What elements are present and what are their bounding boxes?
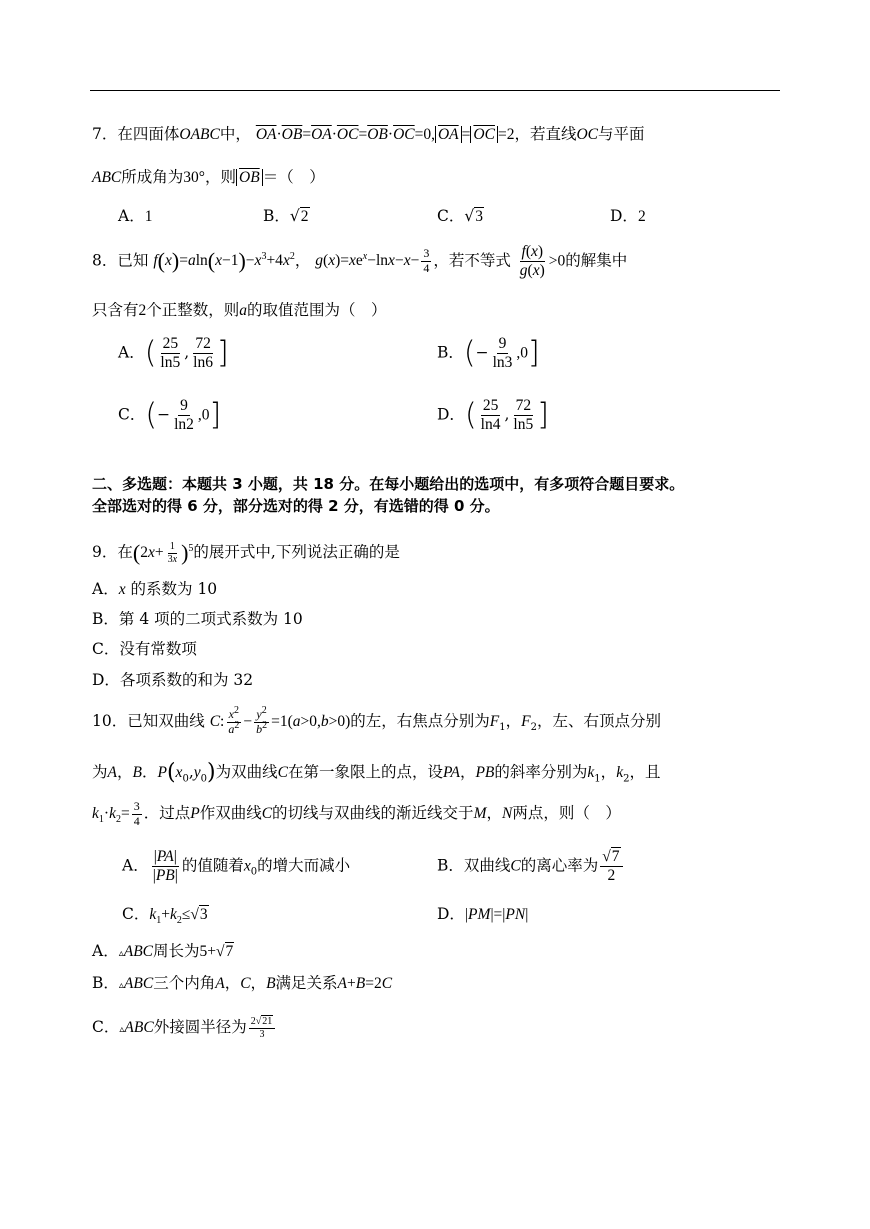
question-10-line-2: 为A，B．$P(x_0,y_0)$为双曲线C在第一象限上的点，设PA，PB的斜率分别为$k_1$，$k_2$，且 [92, 760, 661, 785]
q9-option-a[interactable]: A．x 的系数为 10 [92, 580, 218, 598]
q9-option-b[interactable]: B．第 4 项的二项式系数为 10 [92, 610, 303, 628]
q8-option-a[interactable]: A．( $\frac{25}{\ln 5}$ , $\frac{72}{\ln 6}$ ] [118, 335, 229, 371]
question-7-line-2: ABC所成角为30°，则 $\overline{OB}$ ＝（ ） [92, 168, 325, 186]
q8-option-d[interactable]: D．( $\frac{25}{\ln 4}$ , $\frac{72}{\ln 5}$ ] [437, 397, 549, 433]
q9-option-c[interactable]: C．没有常数项 [92, 640, 197, 658]
question-7-line-1: 7．在四面体OABC中， $\overline{OA}\cdot\overline{OB}=\overline{OA}\cdot\overline{OC}=\overline{OB}\cdot\overline{OC}=0$, $\overline{OA} = \overline{OC} =2$，若直线OC与平面 [92, 125, 645, 143]
q7-option-c[interactable]: C．√3 [437, 207, 484, 225]
q8-g-definition: $g(x)=xe^x-\ln x-x-$ $\frac{3}{4}$ [315, 246, 430, 276]
extra-option-a[interactable]: A．▵ABC周长为5+√7 [92, 942, 234, 960]
q7-vector-condition: $\overline{OA}\cdot\overline{OB}=\overline{OA}\cdot\overline{OC}=\overline{OB}\cdot\overline{OC}=0$, $\overline{OA} = \overline{OC} =2$ [255, 126, 515, 143]
q10-hyperbola: C: $\frac{x^2}{a^2}$ − $\frac{y^2}{b^2}$ =1(a>0,b>0) [209, 705, 351, 736]
question-9-stem: 9．在(2x+ $\frac{1}{3x}$ )$^5$的展开式中,下列说法正确的是 [92, 540, 400, 565]
q10-option-d[interactable]: D．|PM|=|PN| [437, 905, 529, 923]
q8-inequality: $\frac{f(x)}{g(x)}$ [519, 243, 545, 279]
question-10-line-1: 10．已知双曲线 C: $\frac{x^2}{a^2}$ − $\frac{y^2}{b^2}$ =1(a>0,b>0)的左，右焦点分别为$F_1$，$F_2$，左、右顶点分别 [92, 705, 662, 736]
question-8-line-1: 8．已知 $f(x)=aln(x-1)-x^3+4x^2$， $g(x)=xe^x-\ln x-x-$ $\frac{3}{4}$ ，若不等式 $\frac{f(x)}{g(x)}$ >0的解集中 [92, 243, 628, 279]
q8-option-b[interactable]: B．(− $\frac{9}{\ln 3}$ ,0] [437, 335, 540, 371]
q8-option-c[interactable]: C．(− $\frac{9}{\ln 2}$ ,0] [118, 397, 222, 433]
extra-option-c[interactable]: C．▵ABC外接圆半径为 $\frac{2√21}{3}$ [92, 1016, 277, 1040]
q10-option-c[interactable]: C．$k_1+k_2\le√3$ [122, 905, 208, 927]
question-8-line-2: 只含有2个正整数，则a的取值范围为（ ） [92, 301, 387, 319]
section-heading-line-2: 全部选对的得 6 分，部分选对的得 2 分，有选错的得 0 分。 [92, 497, 500, 515]
q9-binomial: (2x+ $\frac{1}{3x}$ )$^5$ [132, 540, 194, 565]
q10-option-a[interactable]: A． $\frac{|PA|}{|PB|}$ 的值随着$x_0$的增大而减小 [122, 848, 351, 884]
q7-option-d[interactable]: D．2 [610, 207, 646, 225]
q7-option-b[interactable]: B．√2 [263, 207, 309, 225]
question-10-line-3: $k_1\cdot k_2=$ $\frac{3}{4}$ ．过点P作双曲线C的切线与双曲线的渐近线交于M，N两点，则（ ） [92, 799, 621, 828]
extra-option-b[interactable]: B．▵ABC三个内角A，C，B满足关系A+B=2C [92, 974, 393, 992]
q10-option-b[interactable]: B．双曲线C的离心率为 $\frac{√7}{2}$ [437, 848, 625, 885]
header-rule [90, 90, 780, 91]
q9-option-d[interactable]: D．各项系数的和为 32 [92, 671, 254, 689]
q8-f-definition: $f(x)=aln(x-1)-x^3+4x^2$ [153, 248, 295, 274]
section-heading-line-1: 二、多选题：本题共 3 小题，共 18 分。在每小题给出的选项中，有多项符合题目要求。 [92, 475, 685, 493]
q7-option-a[interactable]: A．1 [118, 207, 153, 225]
